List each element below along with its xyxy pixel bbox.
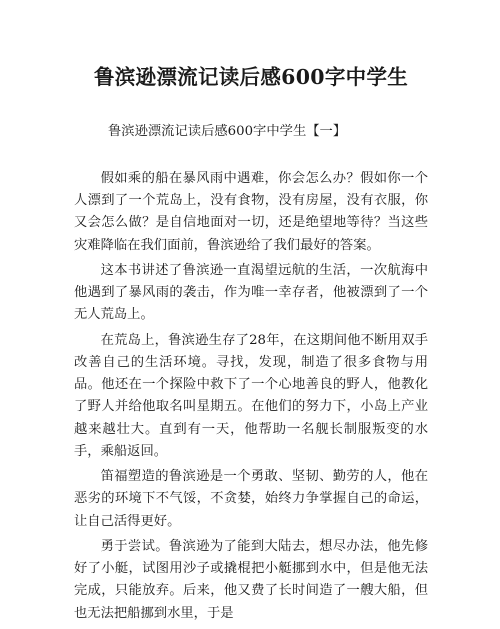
document-title: 鲁滨逊漂流记读后感600字中学生 (93, 65, 409, 89)
paragraph-5: 勇于尝试。鲁滨逊为了能到大陆去，想尽办法，他先修好了小艇，试图用沙子或撬棍把小艇挪到水中，但是他无法完成，只能放弃。后来，他又费了长时间造了一艘大船，但也无法把船挪到水里，于是 (74, 539, 428, 621)
paragraph-1: 假如乘的船在暴风雨中遇难，你会怎么办？假如你一个人漂到了一个荒岛上，没有食物，没有房屋，没有衣服，你又会怎么做？是自信地面对一切，还是绝望地等待？当这些灾难降临在我们面前，鲁滨逊给了我们最好的答案。 (74, 171, 428, 253)
document-page (0, 64, 500, 629)
section-heading: 鲁滨逊漂流记读后感600字中学生【一】 (108, 124, 347, 139)
paragraph-2: 这本书讲述了鲁滨逊一直渴望远航的生活，一次航海中他遇到了暴风雨的袭击，作为唯一幸存者，他被漂到了一个无人荒岛上。 (74, 263, 428, 323)
document-body (74, 168, 428, 625)
paragraph-3: 在荒岛上，鲁滨逊生存了28年，在这期间他不断用双手改善自己的生活环境。寻找，发现，制造了很多食物与用品。他还在一个探险中救下了一个心地善良的野人，他教化了野人并给他取名叫星期五。在他们的努力下，小岛上产业越来越壮大。直到有一天，他帮助一名舰长制服叛变的水手，乘船返回。 (74, 332, 428, 459)
paragraph-4: 笛福塑造的鲁滨逊是一个勇敢、坚韧、勤劳的人，他在恶劣的环境下不气馁，不贪婪，始终力争掌握自己的命运，让自己活得更好。 (74, 469, 428, 529)
